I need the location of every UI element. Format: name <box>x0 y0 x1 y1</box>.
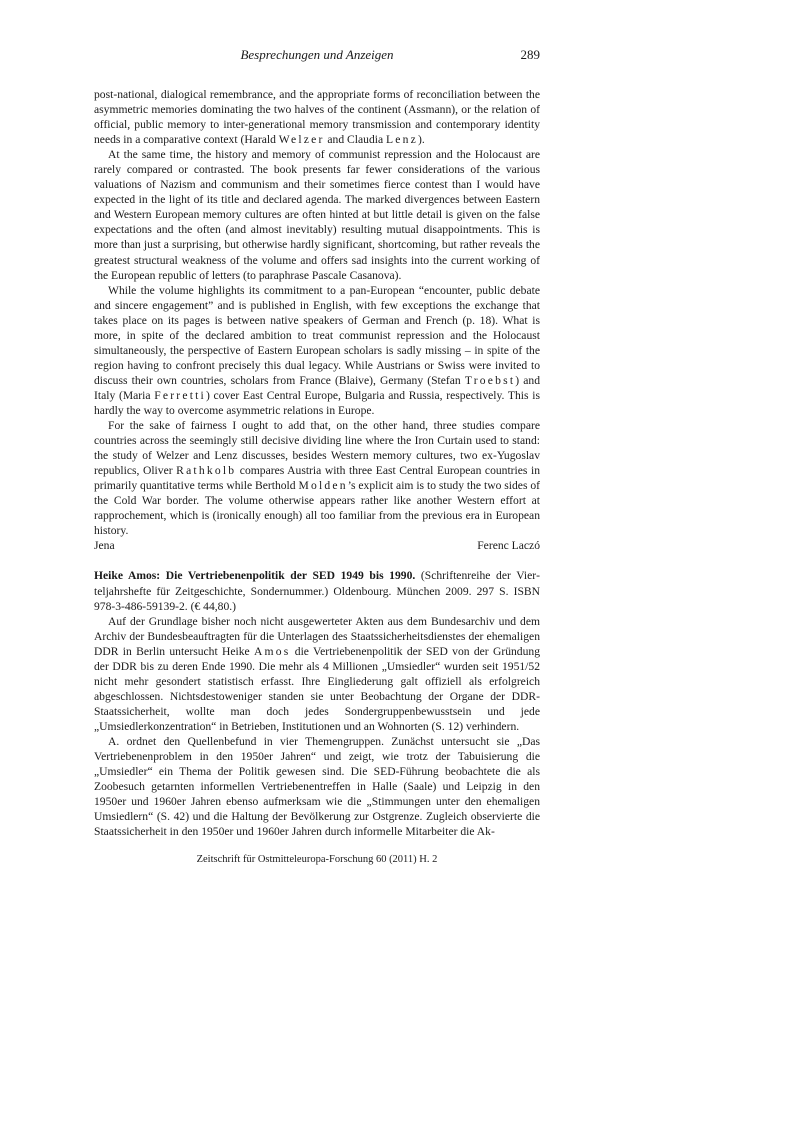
paragraph <box>94 283 540 418</box>
text-run: For the sake of fairness I ought to add that, on the other hand, three studies compare countries across the seemingly still decisive dividing line where the Iron Curtain used to stand: the study of Welzer and Lenz discusses, besides Western memory cultures, two ex-Yugoslav republics, Oliver <box>94 419 540 478</box>
page-number: 289 <box>520 47 540 62</box>
author-name: Welzer <box>278 133 325 147</box>
text-run: ). <box>418 133 425 147</box>
text-run: ’s explicit aim is to study the two sides of the Cold War border. The volume otherwise appears rather like another Western effort at rapprochement, which is (ironically enough) all too familiar from the previous era in European history. <box>94 479 541 538</box>
paragraph: A. ordnet den Quellenbefund in vier Themengruppen. Zunächst untersucht sie „Das Vertriebenenproblem in den 1950er Jahren“ und zeigt, wie trotz der Tabuisierung die „Umsiedler“ ein Thema der Politik gewesen sind. Die SED-Führung beobachtete die als Zoobesuch getarnten informellen Vertriebenentreffen in Halle (Saale) und Leipzig in den 1950er und 1960er Jahren ebenso aufmerksam wie die „Stimmungen unter den ehemaligen Umsiedlern“ (S. 42) und die Haltung der Bevölkerung zur Ostgrenze. Zugleich observierte die Staatssicherheit in den 1950er und 1960er Jahren durch informelle Mitarbeiter die Ak- <box>94 734 540 839</box>
text-run: post-national, dialogical remembrance, and the appropriate forms of reconciliation between the asymmetric memories dominating the two halves of the continent (Assmann), or the relation of official, public memory to inter-generational memory transmission and contemporary identity needs in a comparative context (Harald <box>94 88 540 147</box>
paragraph <box>94 87 540 147</box>
paragraph <box>94 418 540 538</box>
text-run: While the volume highlights its commitment to a pan-European “encounter, public debate and sincere engagement” and is published in English, with few exceptions the exchange that takes place on its pages is between native speakers of German and French (p. 18). What is more, in spite of the declared ambition to treat communist repression and the Holocaust simultaneously, the perspective of Eastern European scholars is sadly missing – in spite of the region having to confront precisely this dual legacy. While Austrians or Swiss were invited to discuss their own countries, scholars from France (Blaive), Germany (Stefan <box>94 283 540 387</box>
signature-reviewer: Ferenc Laczó <box>477 539 540 553</box>
author-name: Molden <box>298 479 348 493</box>
review-heading <box>94 568 540 613</box>
author-name: Troebst <box>464 373 516 387</box>
review-bibliography: (Schriftenreihe der Vierteljahrshefte für Zeitgeschichte, Sondernummer.) Oldenbourg. München 2009. 297 S. ISBN 978-3-486-59139-2. (€ 44,80.) <box>94 569 540 613</box>
author-name: Ferretti <box>154 388 206 402</box>
paragraph <box>94 614 540 734</box>
text-run: and Claudia <box>324 133 387 147</box>
author-name: Amos <box>253 644 291 658</box>
text-run: compares Austria with three East Central European countries in primarily quantitative terms while Berthold <box>94 464 540 493</box>
text-run: ) cover East Central Europe, Bulgaria and Russia, respectively. This is hardly the way to overcome asymmetric relations in Europe. <box>94 388 540 417</box>
running-title: Besprechungen und Anzeigen <box>240 47 394 62</box>
running-head <box>94 47 540 67</box>
review-signature <box>94 538 540 553</box>
text-run: die Vertriebenenpolitik der SED von der Gründung der DDR bis zu deren Ende 1990. Die mehr als 4 Millionen „Umsiedler“ wurden seit 1951/52 nicht mehr gesondert statistisch erfasst. Ihre Eingliederung galt offiziell als erfolgreich abgeschlossen. Nichtsdestoweniger standen sie unter Beobachtung der Organe der DDR-Staatssicherheit, wollte man doch jedes Sondergruppenbewusstsein und jede „Umsiedlerkonzentration“ in Betrieben, Institutionen und an Wohnorten (S. 12) verhindern. <box>94 644 540 733</box>
signature-place: Jena <box>94 539 115 553</box>
page-body <box>94 87 540 839</box>
author-name: Rathkolb <box>176 464 237 478</box>
section-gap <box>94 553 540 568</box>
review-title: Heike Amos: Die Vertriebenenpolitik der SED 1949 bis 1990. <box>94 569 416 583</box>
author-name: Lenz <box>386 133 418 147</box>
text-run: Auf der Grundlage bisher noch nicht ausgewerteter Akten aus dem Bundesarchiv und dem Archiv der Bundesbeauftragten für die Unterlagen des Staatssicherheitsdienstes der ehemaligen DDR in Berlin untersucht Heike <box>94 614 540 658</box>
journal-footer: Zeitschrift für Ostmitteleuropa-Forschung 60 (2011) H. 2 <box>196 854 438 865</box>
text-run: ) and Italy (Maria <box>94 373 540 402</box>
paragraph: At the same time, the history and memory of communist repression and the Holocaust are rarely compared or contrasted. The book presents far fewer considerations of the various valuations of Nazism and communism and their sometimes fierce contest than I would have expected in the light of its title and declared agenda. The marked divergences between Eastern and Western European memory cultures are often hinted at but little detail is given on the false expectations and the often (and almost inevitably) resulting mutual disappointments. This is more than just a surprising, but otherwise hardly significant, shortcoming, but rather reveals the greatest structural weakness of the volume and offers sad insights into the current working of the European republic of letters (to paraphrase Pascale Casanova). <box>94 148 540 282</box>
